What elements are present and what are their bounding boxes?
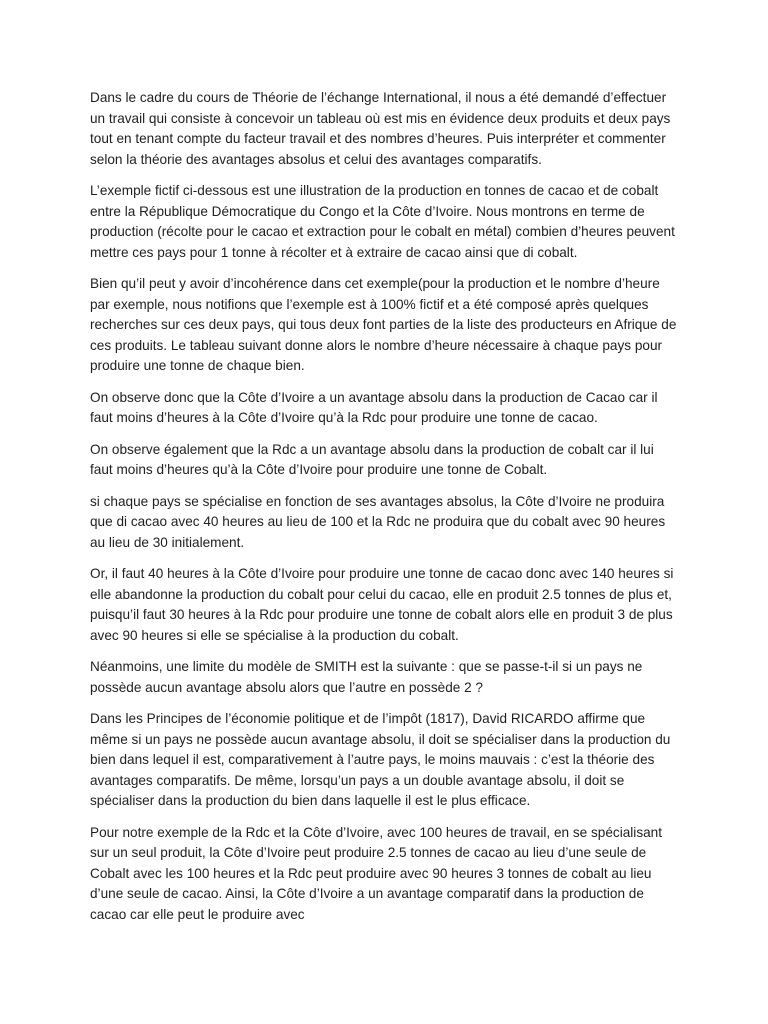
paragraph-rdc-advantage: On observe également que la Rdc a un avantage absolu dans la production de cobalt car il lui faut moins d’heures qu’à la Côte d’Ivoire pour produire une tonne de Cobalt. — [90, 441, 654, 477]
paragraph-production-gain: Or, il faut 40 heures à la Côte d’Ivoire pour produire une tonne de cacao donc avec 140 heures si elle abandonne la production du cobalt pour celui du cacao, elle en produit 2.5 tonnes de plus et, puisqu’il faut 30 heures à la Rdc pour produire une tonne de cobalt alors elle en produit 3 de plus avec 90 heures si elle se spécialise à la production du cobalt. — [90, 566, 674, 643]
paragraph-smith-limit: Néanmoins, une limite du modèle de SMITH est la suivante : que se passe-t-il si un pays ne possède aucun avantage absolu alors que l’autre en possède 2 ? — [90, 659, 643, 695]
paragraph-example-description: L’exemple fictif ci-dessous est une illustration de la production en tonnes de cacao et de cobalt entre la République Démocratique du Congo et la Côte d’Ivoire. Nous montrons en terme de production (récolte pour le cacao et extraction pour le cobalt en métal) combien d’heures peuvent mettre ces pays pour 1 tonne à récolter et à extraire de cacao ainsi que di cobalt. — [90, 183, 675, 260]
document-body — [90, 88, 680, 936]
paragraph-ricardo-theory: Dans les Principes de l’économie politique et de l’impôt (1817), David RICARDO affirme que même si un pays ne possède aucun avantage absolu, il doit se spécialiser dans la production du bien dans lequel il est, comparativement à l’autre pays, le moins mauvais : c’est la théorie des avantages comparatifs. De même, lorsqu’un pays a un double avantage absolu, il doit se spécialiser dans la production du bien dans laquelle il est le plus efficace. — [90, 711, 671, 808]
paragraph-fictional-disclaimer: Bien qu’il peut y avoir d’incohérence dans cet exemple(pour la production et le nombre d’heure par exemple, nous notifions que l’exemple est à 100% fictif et a été composé après quelques recherches sur ces deux pays, qui tous deux font parties de la liste des producteurs en Afrique de ces produits. Le tableau suivant donne alors le nombre d’heure nécessaire à chaque pays pour produire une tonne de chaque bien. — [90, 276, 677, 373]
paragraph-specialisation: si chaque pays se spécialise en fonction de ses avantages absolus, la Côte d’Ivoire ne produira que di cacao avec 40 heures au lieu de 100 et la Rdc ne produira que du cobalt avec 90 heures au lieu de 30 initialement. — [90, 493, 666, 550]
paragraph-comparative-example: Pour notre exemple de la Rdc et la Côte d’Ivoire, avec 100 heures de travail, en se spécialisant sur un seul produit, la Côte d’Ivoire peut produire 2.5 tonnes de cacao au lieu d’une seule de Cobalt avec les 100 heures et la Rdc peut produire avec 90 heures 3 tonnes de cobalt au lieu d’une seule de cacao. Ainsi, la Côte d’Ivoire a un avantage comparatif dans la production de cacao car elle peut le produire avec — [90, 824, 663, 922]
paragraph-cote-divoire-advantage: On observe donc que la Côte d’Ivoire a un avantage absolu dans la production de Cacao car il faut moins d’heures à la Côte d’Ivoire qu’à la Rdc pour produire une tonne de cacao. — [90, 389, 658, 425]
paragraph-intro: Dans le cadre du cours de Théorie de l’échange International, il nous a été demandé d’effectuer un travail qui consiste à concevoir un tableau où est mis en évidence deux produits et deux pays tout en tenant compte du facteur travail et des nombres d’heures. Puis interpréter et commenter selon la théorie des avantages absolus et celui des avantages comparatifs. — [90, 90, 671, 167]
